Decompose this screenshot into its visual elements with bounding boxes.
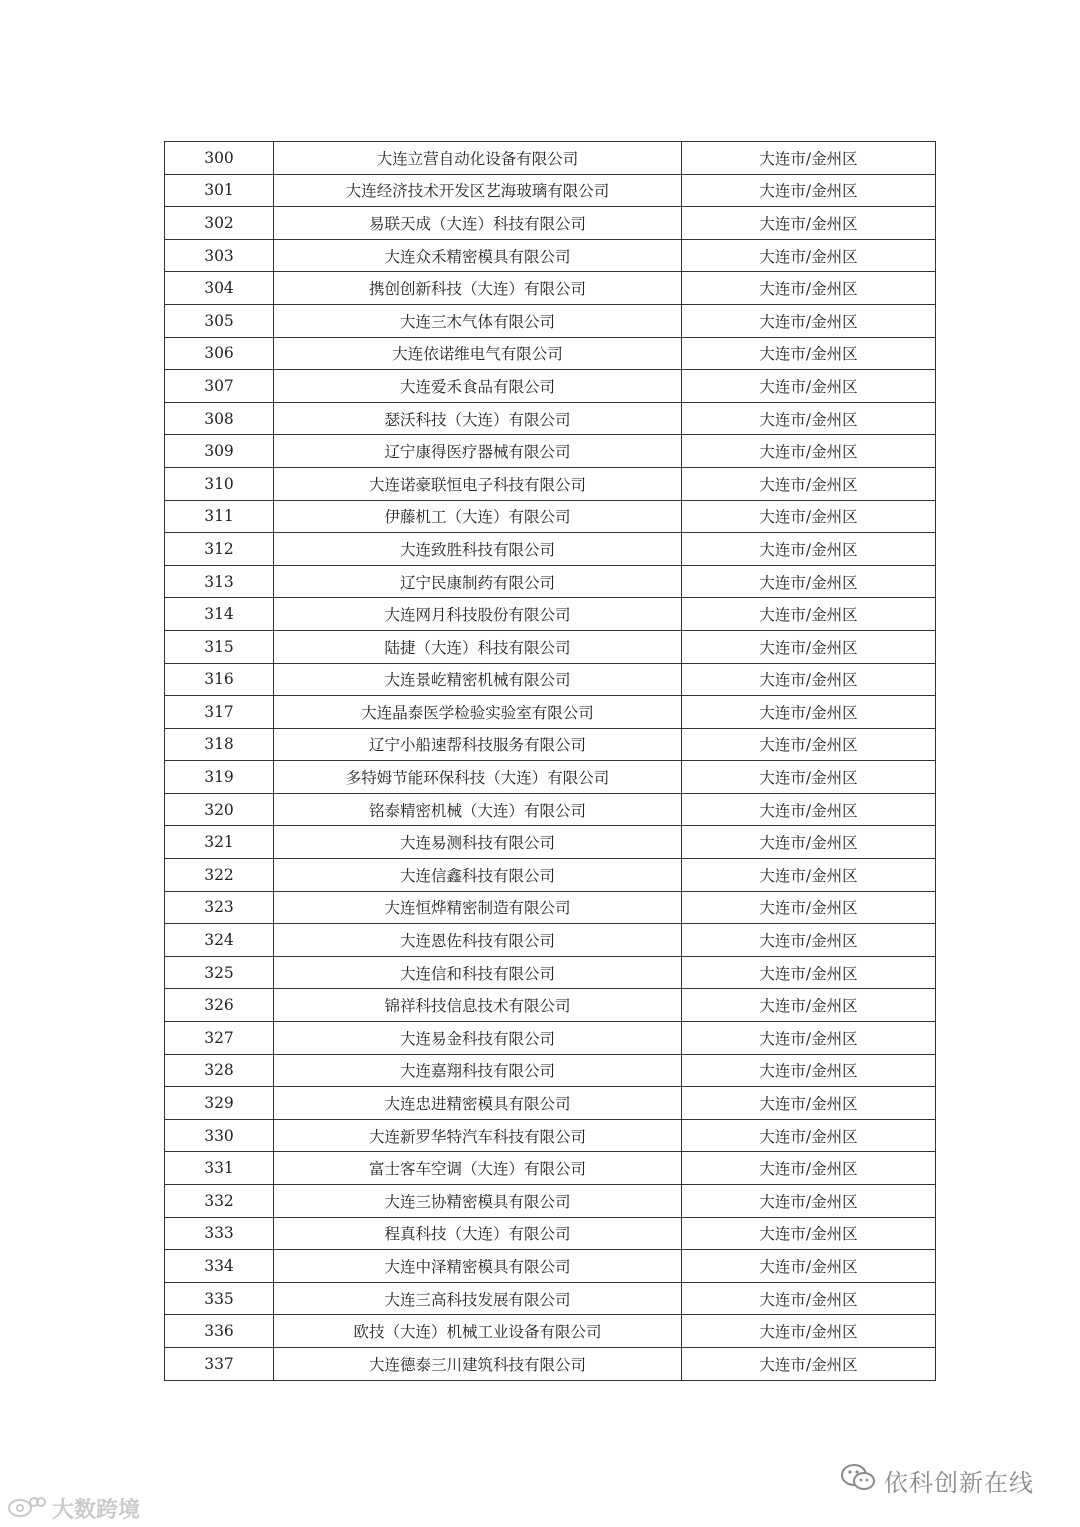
watermark-left xyxy=(6,1494,140,1522)
table-row xyxy=(165,1119,936,1152)
row-number: 330 xyxy=(165,1119,274,1152)
company-name: 大连恒烨精密制造有限公司 xyxy=(274,891,682,924)
table-row xyxy=(165,272,936,305)
company-name: 铭泰精密机械（大连）有限公司 xyxy=(274,793,682,826)
region: 大连市/金州区 xyxy=(682,630,936,663)
row-number: 310 xyxy=(165,467,274,500)
table-row xyxy=(165,207,936,240)
table-row xyxy=(165,696,936,729)
region: 大连市/金州区 xyxy=(682,1315,936,1348)
company-name: 携创创新科技（大连）有限公司 xyxy=(274,272,682,305)
table-row xyxy=(165,142,936,175)
table-row xyxy=(165,989,936,1022)
company-name: 大连经济技术开发区艺海玻璃有限公司 xyxy=(274,174,682,207)
row-number: 308 xyxy=(165,402,274,435)
table-row xyxy=(165,859,936,892)
table-row xyxy=(165,924,936,957)
table-row xyxy=(165,956,936,989)
table-row xyxy=(165,728,936,761)
region: 大连市/金州区 xyxy=(682,1087,936,1120)
region: 大连市/金州区 xyxy=(682,1119,936,1152)
table-row xyxy=(165,1185,936,1218)
row-number: 334 xyxy=(165,1250,274,1283)
table-row xyxy=(165,239,936,272)
table-row xyxy=(165,174,936,207)
row-number: 326 xyxy=(165,989,274,1022)
table-row xyxy=(165,826,936,859)
table-row xyxy=(165,337,936,370)
company-name: 辽宁康得医疗器械有限公司 xyxy=(274,435,682,468)
region: 大连市/金州区 xyxy=(682,924,936,957)
company-name: 辽宁民康制药有限公司 xyxy=(274,565,682,598)
table-row xyxy=(165,500,936,533)
row-number: 311 xyxy=(165,500,274,533)
row-number: 322 xyxy=(165,859,274,892)
row-number: 306 xyxy=(165,337,274,370)
row-number: 321 xyxy=(165,826,274,859)
region: 大连市/金州区 xyxy=(682,728,936,761)
table-row xyxy=(165,402,936,435)
region: 大连市/金州区 xyxy=(682,1217,936,1250)
row-number: 319 xyxy=(165,761,274,794)
region: 大连市/金州区 xyxy=(682,1054,936,1087)
region: 大连市/金州区 xyxy=(682,891,936,924)
table-row xyxy=(165,598,936,631)
region: 大连市/金州区 xyxy=(682,956,936,989)
table-row xyxy=(165,1152,936,1185)
row-number: 313 xyxy=(165,565,274,598)
region: 大连市/金州区 xyxy=(682,174,936,207)
table-row xyxy=(165,1250,936,1283)
company-name: 大连三高科技发展有限公司 xyxy=(274,1282,682,1315)
table-row xyxy=(165,663,936,696)
company-name: 辽宁小船速帮科技服务有限公司 xyxy=(274,728,682,761)
company-name: 大连信和科技有限公司 xyxy=(274,956,682,989)
company-name: 大连景屹精密机械有限公司 xyxy=(274,663,682,696)
company-name: 易联天成（大连）科技有限公司 xyxy=(274,207,682,240)
region: 大连市/金州区 xyxy=(682,859,936,892)
watermark-right-text: 依科创新在线 xyxy=(884,1468,1034,1497)
weibo-icon xyxy=(6,1492,46,1524)
row-number: 318 xyxy=(165,728,274,761)
company-name: 陆捷（大连）科技有限公司 xyxy=(274,630,682,663)
table-row xyxy=(165,1347,936,1380)
row-number: 316 xyxy=(165,663,274,696)
row-number: 304 xyxy=(165,272,274,305)
row-number: 320 xyxy=(165,793,274,826)
company-name: 大连三木气体有限公司 xyxy=(274,304,682,337)
table-row xyxy=(165,1315,936,1348)
region: 大连市/金州区 xyxy=(682,337,936,370)
table-row xyxy=(165,565,936,598)
company-name: 锦祥科技信息技术有限公司 xyxy=(274,989,682,1022)
company-name: 伊藤机工（大连）有限公司 xyxy=(274,500,682,533)
region: 大连市/金州区 xyxy=(682,696,936,729)
region: 大连市/金州区 xyxy=(682,793,936,826)
region: 大连市/金州区 xyxy=(682,272,936,305)
table-row xyxy=(165,1217,936,1250)
row-number: 317 xyxy=(165,696,274,729)
company-name: 富士客车空调（大连）有限公司 xyxy=(274,1152,682,1185)
table-row xyxy=(165,1282,936,1315)
table-row xyxy=(165,435,936,468)
region: 大连市/金州区 xyxy=(682,500,936,533)
company-name: 大连新罗华特汽车科技有限公司 xyxy=(274,1119,682,1152)
company-name: 大连恩佐科技有限公司 xyxy=(274,924,682,957)
wechat-icon xyxy=(840,1462,876,1498)
company-name: 大连德泰三川建筑科技有限公司 xyxy=(274,1347,682,1380)
row-number: 329 xyxy=(165,1087,274,1120)
table-row xyxy=(165,1022,936,1055)
company-name: 大连三协精密模具有限公司 xyxy=(274,1185,682,1218)
row-number: 301 xyxy=(165,174,274,207)
table-row xyxy=(165,533,936,566)
region: 大连市/金州区 xyxy=(682,207,936,240)
row-number: 333 xyxy=(165,1217,274,1250)
company-name: 大连易金科技有限公司 xyxy=(274,1022,682,1055)
watermark-left-text: 大数跨境 xyxy=(52,1497,141,1523)
company-name: 多特姆节能环保科技（大连）有限公司 xyxy=(274,761,682,794)
region: 大连市/金州区 xyxy=(682,304,936,337)
region: 大连市/金州区 xyxy=(682,1347,936,1380)
row-number: 302 xyxy=(165,207,274,240)
row-number: 332 xyxy=(165,1185,274,1218)
watermark-right xyxy=(840,1460,1034,1500)
table-row xyxy=(165,467,936,500)
region: 大连市/金州区 xyxy=(682,1185,936,1218)
row-number: 331 xyxy=(165,1152,274,1185)
region: 大连市/金州区 xyxy=(682,761,936,794)
row-number: 323 xyxy=(165,891,274,924)
region: 大连市/金州区 xyxy=(682,1282,936,1315)
company-name: 大连忠进精密模具有限公司 xyxy=(274,1087,682,1120)
row-number: 309 xyxy=(165,435,274,468)
region: 大连市/金州区 xyxy=(682,239,936,272)
company-name: 程真科技（大连）有限公司 xyxy=(274,1217,682,1250)
region: 大连市/金州区 xyxy=(682,826,936,859)
table-row xyxy=(165,1054,936,1087)
row-number: 314 xyxy=(165,598,274,631)
row-number: 336 xyxy=(165,1315,274,1348)
region: 大连市/金州区 xyxy=(682,533,936,566)
table-row xyxy=(165,630,936,663)
region: 大连市/金州区 xyxy=(682,1022,936,1055)
company-name: 大连网月科技股份有限公司 xyxy=(274,598,682,631)
company-name: 大连众禾精密模具有限公司 xyxy=(274,239,682,272)
region: 大连市/金州区 xyxy=(682,663,936,696)
region: 大连市/金州区 xyxy=(682,1250,936,1283)
row-number: 315 xyxy=(165,630,274,663)
region: 大连市/金州区 xyxy=(682,402,936,435)
region: 大连市/金州区 xyxy=(682,435,936,468)
company-name: 大连易测科技有限公司 xyxy=(274,826,682,859)
company-name: 瑟沃科技（大连）有限公司 xyxy=(274,402,682,435)
row-number: 327 xyxy=(165,1022,274,1055)
company-table xyxy=(164,141,936,1381)
row-number: 324 xyxy=(165,924,274,957)
table-row xyxy=(165,1087,936,1120)
row-number: 305 xyxy=(165,304,274,337)
row-number: 300 xyxy=(165,142,274,175)
table-row xyxy=(165,761,936,794)
region: 大连市/金州区 xyxy=(682,598,936,631)
company-name: 大连立营自动化设备有限公司 xyxy=(274,142,682,175)
company-name: 大连诺豪联恒电子科技有限公司 xyxy=(274,467,682,500)
company-name: 大连爱禾食品有限公司 xyxy=(274,370,682,403)
region: 大连市/金州区 xyxy=(682,1152,936,1185)
company-name: 大连信鑫科技有限公司 xyxy=(274,859,682,892)
region: 大连市/金州区 xyxy=(682,142,936,175)
company-name: 大连晶泰医学检验实验室有限公司 xyxy=(274,696,682,729)
table-row xyxy=(165,304,936,337)
company-name: 大连嘉翔科技有限公司 xyxy=(274,1054,682,1087)
row-number: 335 xyxy=(165,1282,274,1315)
company-name: 大连依诺维电气有限公司 xyxy=(274,337,682,370)
region: 大连市/金州区 xyxy=(682,989,936,1022)
row-number: 307 xyxy=(165,370,274,403)
row-number: 325 xyxy=(165,956,274,989)
region: 大连市/金州区 xyxy=(682,565,936,598)
table-row xyxy=(165,370,936,403)
row-number: 303 xyxy=(165,239,274,272)
company-name: 大连中泽精密模具有限公司 xyxy=(274,1250,682,1283)
row-number: 328 xyxy=(165,1054,274,1087)
company-name: 大连致胜科技有限公司 xyxy=(274,533,682,566)
region: 大连市/金州区 xyxy=(682,370,936,403)
table-row xyxy=(165,891,936,924)
region: 大连市/金州区 xyxy=(682,467,936,500)
row-number: 312 xyxy=(165,533,274,566)
row-number: 337 xyxy=(165,1347,274,1380)
company-name: 欧技（大连）机械工业设备有限公司 xyxy=(274,1315,682,1348)
table-row xyxy=(165,793,936,826)
